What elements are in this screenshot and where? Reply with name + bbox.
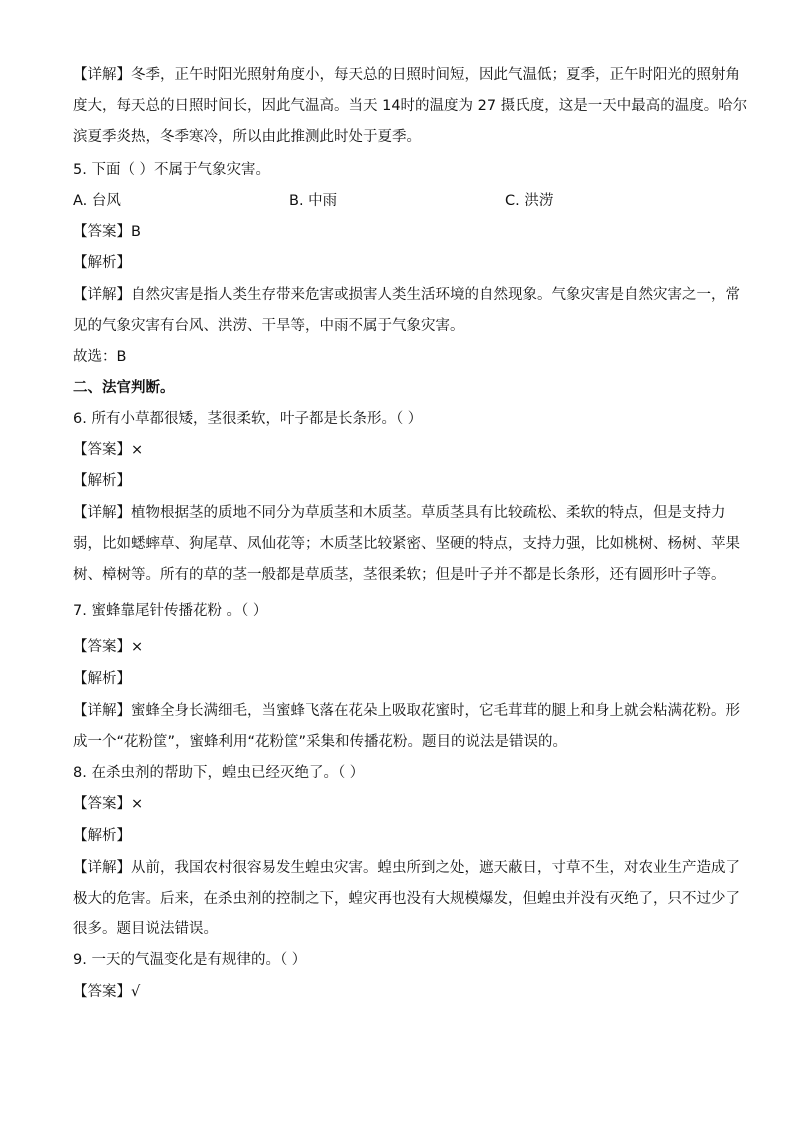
q6-analysis-label: 【解析】: [73, 473, 131, 489]
q6-stem: 6. 所有小草都很矮，茎很柔软，叶子都是长条形。（ ）: [73, 411, 423, 427]
q5-analysis-label: 【解析】: [73, 255, 131, 271]
q4-detail-line-1: 【详解】冬季，正午时阳光照射角度小，每天总的日照时间短，因此气温低；夏季，正午时阳光的照射角: [73, 67, 740, 83]
q8-detail-line-3: 很多。题目说法错误。: [73, 921, 218, 937]
q6-answer: 【答案】×: [73, 442, 144, 458]
q5-detail-line-1: 【详解】自然灾害是指人类生存带来危害或损害人类生活环境的自然现象。气象灾害是自然灾害之一，常: [73, 287, 740, 303]
q8-stem: 8. 在杀虫剂的帮助下，蝗虫已经灭绝了。（ ）: [73, 765, 365, 781]
q7-detail-line-2: 成一个“花粉筐”，蜜蜂利用“花粉筐”采集和传播花粉。题目的说法是错误的。: [73, 734, 568, 750]
q4-detail-line-3: 滨夏季炎热，冬季寒冷，所以由此推测此时处于夏季。: [73, 129, 421, 145]
q6-detail-line-1: 【详解】植物根据茎的质地不同分为草质茎和木质茎。草质茎具有比较疏松、柔软的特点，但是支持力: [73, 505, 726, 521]
q6-detail-line-3: 树、樟树等。所有的草的茎一般都是草质茎，茎很柔软；但是叶子并不都是长条形，还有圆形叶子等。: [73, 567, 726, 583]
q8-detail-line-1: 【详解】从前，我国农村很容易发生蝗虫灾害。蝗虫所到之处，遮天蔽日，寸草不生，对农业生产造成了: [73, 860, 740, 876]
q7-answer: 【答案】×: [73, 639, 144, 655]
q5-option-c: C. 洪涝: [505, 193, 554, 209]
q8-answer: 【答案】×: [73, 796, 144, 812]
q4-detail-line-2: 度大，每天总的日照时间长，因此气温高。当天 14时的温度为 27 摄氏度，这是一天中最高的温度。哈尔: [73, 98, 748, 114]
q8-analysis-label: 【解析】: [73, 828, 131, 844]
q7-stem: 7. 蜜蜂靠尾针传播花粉 。（ ）: [73, 603, 268, 619]
q5-answer: 【答案】B: [73, 224, 141, 240]
q8-detail-line-2: 极大的危害。后来，在杀虫剂的控制之下，蝗灾再也没有大规模爆发，但蝗虫并没有灭绝了，只不过少了: [73, 891, 740, 907]
q6-detail-line-2: 弱，比如蟋蟀草、狗尾草、凤仙花等；木质茎比较紧密、坚硬的特点，支持力强，比如桃树、杨树、苹果: [73, 536, 740, 552]
section-heading: 二、法官判断。: [73, 380, 175, 396]
q5-option-b: B. 中雨: [289, 193, 338, 209]
q5-detail-line-2: 见的气象灾害有台风、洪涝、干旱等，中雨不属于气象灾害。: [73, 318, 465, 334]
q5-choice: 故选：B: [73, 349, 127, 365]
q9-stem: 9. 一天的气温变化是有规律的。（ ）: [73, 952, 307, 968]
q5-option-a: A. 台风: [73, 193, 121, 209]
q7-analysis-label: 【解析】: [73, 671, 131, 687]
q5-stem: 5. 下面（ ）不属于气象灾害。: [73, 162, 271, 178]
q7-detail-line-1: 【详解】蜜蜂全身长满细毛，当蜜蜂飞落在花朵上吸取花蜜时，它毛茸茸的腿上和身上就会粘满花粉。形: [73, 703, 740, 719]
q9-answer: 【答案】√: [73, 984, 141, 1000]
